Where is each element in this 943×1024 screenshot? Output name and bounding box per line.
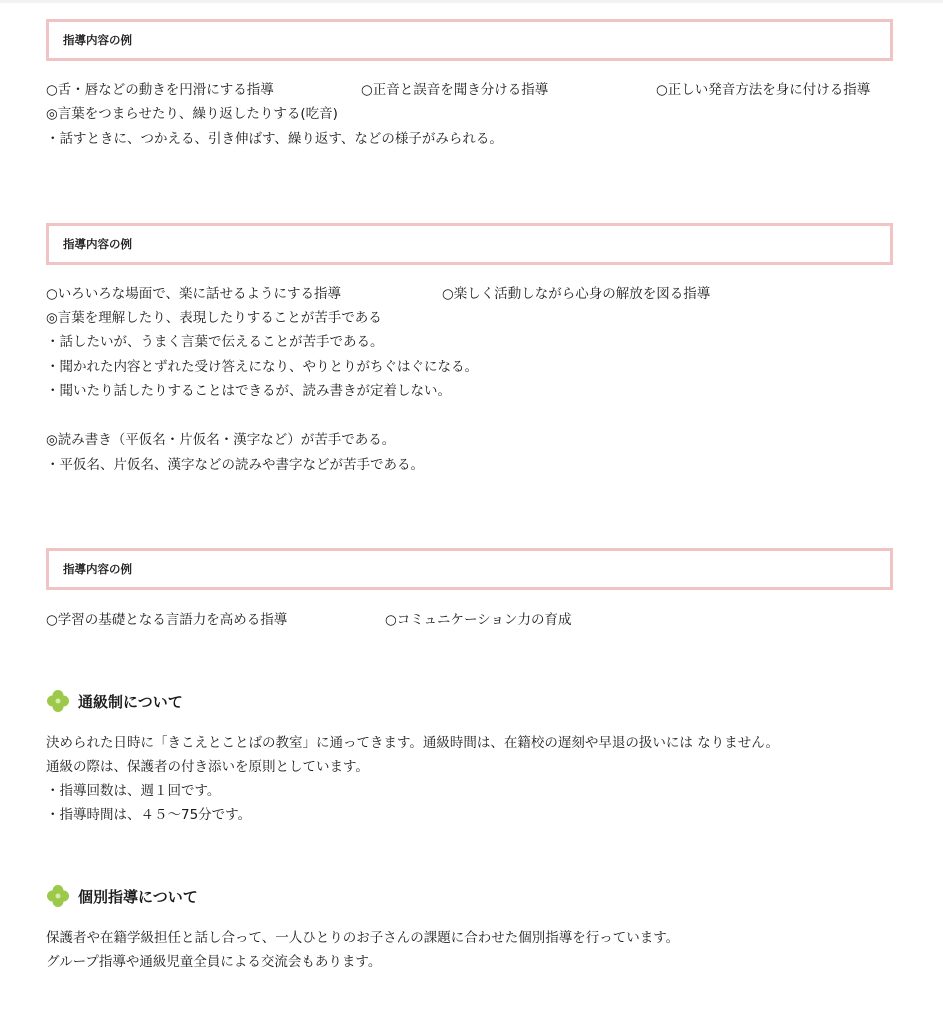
category-heading: ◎言葉を理解したり、表現したりすることが苦手である bbox=[46, 310, 382, 326]
top-divider bbox=[0, 0, 943, 3]
clover-icon bbox=[46, 689, 70, 713]
paragraph-line: 通級の際は、保護者の付き添いを原則としています。 bbox=[46, 759, 369, 775]
section-heading-kobetsu bbox=[46, 883, 198, 909]
box-title: 指導内容の例 bbox=[63, 562, 132, 576]
paragraph-line: 決められた日時に「きこえとことばの教室」に通ってきます。通級時間は、在籍校の遅刻や早退の扱いには なりません。 bbox=[46, 735, 780, 751]
list-item: ○正音と誤音を聞き分ける指導 bbox=[361, 82, 549, 98]
box-title: 指導内容の例 bbox=[63, 237, 132, 251]
list-item: ○学習の基礎となる言語力を高める指導 bbox=[46, 612, 288, 628]
heading-text: 個別指導について bbox=[78, 887, 198, 906]
symptom-line: ・聞かれた内容とずれた受け答えになり、やりとりがちぐはぐになる。 bbox=[46, 359, 478, 375]
section-heading-tsukyu bbox=[46, 688, 183, 714]
paragraph-line: グループ指導や通級児童全員による交流会もあります。 bbox=[46, 954, 382, 970]
paragraph-line: ・指導回数は、週１回です。 bbox=[46, 783, 221, 799]
list-item: ○いろいろな場面で、楽に話せるようにする指導 bbox=[46, 286, 342, 302]
category-heading: ◎読み書き（平仮名・片仮名・漢字など）が苦手である。 bbox=[46, 432, 396, 448]
paragraph-line: ・指導時間は、４５～75分です。 bbox=[46, 807, 252, 823]
symptom-line: ・話したいが、うまく言葉で伝えることが苦手である。 bbox=[46, 334, 384, 350]
list-item: ○舌・唇などの動きを円滑にする指導 bbox=[46, 82, 274, 98]
heading-text: 通級制について bbox=[78, 692, 183, 711]
guidance-example-box-2 bbox=[46, 223, 893, 265]
symptom-line: ・平仮名、片仮名、漢字などの読みや書字などが苦手である。 bbox=[46, 457, 424, 473]
guidance-example-box-3 bbox=[46, 548, 893, 590]
list-item: ○楽しく活動しながら心身の解放を図る指導 bbox=[442, 286, 711, 302]
symptom-line: ・聞いたり話したりすることはできるが、読み書きが定着しない。 bbox=[46, 383, 451, 399]
guidance-example-box-1 bbox=[46, 19, 893, 61]
paragraph-line: 保護者や在籍学級担任と話し合って、一人ひとりのお子さんの課題に合わせた個別指導を行っています。 bbox=[46, 930, 680, 946]
list-item: ○正しい発音方法を身に付ける指導 bbox=[656, 82, 871, 98]
category-heading: ◎言葉をつまらせたり、繰り返したりする(吃音) bbox=[46, 106, 338, 122]
symptom-line: ・話すときに、つかえる、引き伸ばす、繰り返す、などの様子がみられる。 bbox=[46, 131, 503, 147]
list-item: ○コミュニケーション力の育成 bbox=[385, 612, 572, 628]
clover-icon bbox=[46, 884, 70, 908]
box-title: 指導内容の例 bbox=[63, 33, 132, 47]
